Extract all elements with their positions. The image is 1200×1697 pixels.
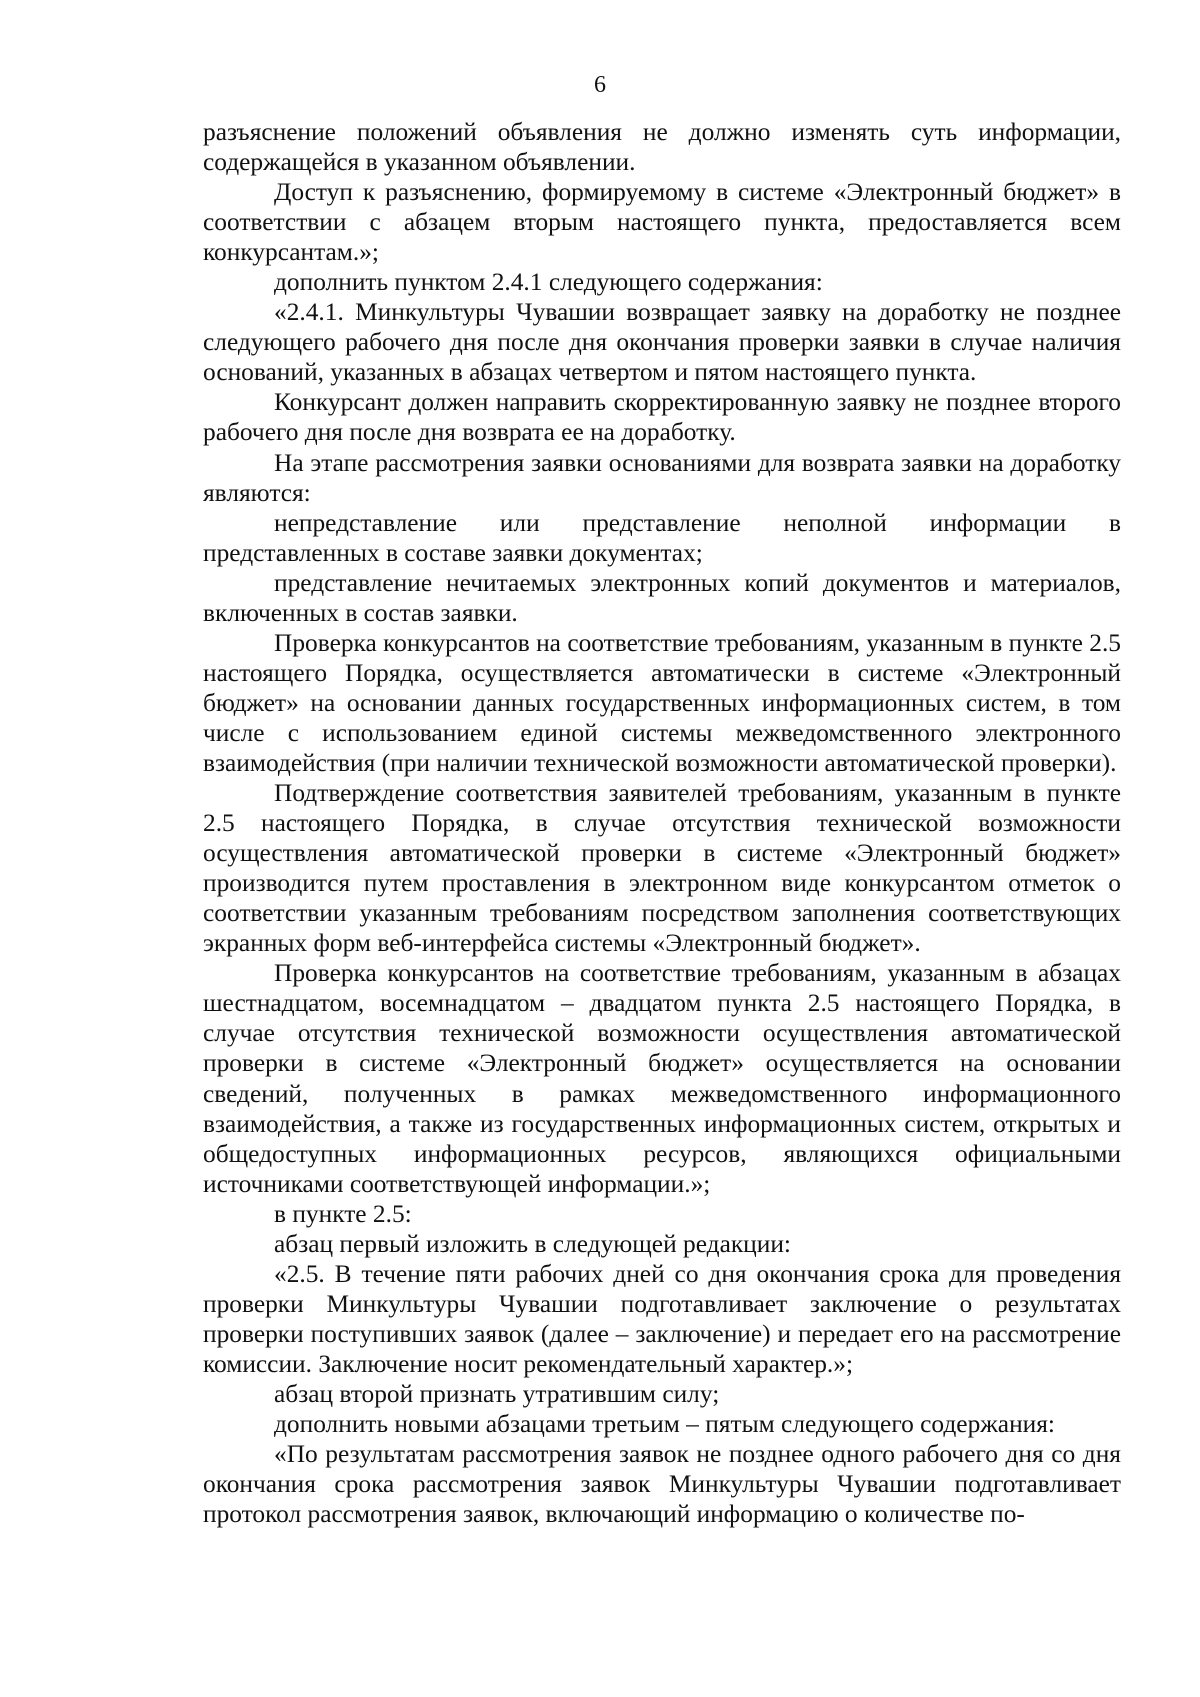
paragraph: разъяснение положений объявления не должно изменять суть информации, содержащейся в указанном объявлении. <box>203 118 1121 177</box>
paragraph: дополнить пунктом 2.4.1 следующего содержания: <box>274 268 823 297</box>
paragraph: Проверка конкурсантов на соответствие требованиям, указанным в абзацах шестнадцатом, восемнадцатом – двадцатом пункта 2.5 настоящего Порядка, в случае отсутствия технической возможности осуществления автоматической проверки в системе «Электронный бюджет» осуществляется на основании сведений, полученных в рамках межведомственного информационного взаимодействия, а также из государственных информационных систем, открытых и общедоступных информационных ресурсов, являющихся официальными источниками соответствующей информации.»; <box>203 959 1121 1198</box>
paragraph: «2.5. В течение пяти рабочих дней со дня окончания срока для проведения проверки Минкультуры Чувашии подготавливает заключение о результатах проверки поступивших заявок (далее – заключение) и передает его на рассмотрение комиссии. Заключение носит рекомендательный характер.»; <box>203 1259 1121 1378</box>
paragraph: Подтверждение соответствия заявителей требованиям, указанным в пункте 2.5 настоящего Порядка, в случае отсутствия технической возможности осуществления автоматической проверки в системе «Электронный бюджет» производится путем проставления в электронном виде конкурсантом отметок о соответствии указанным требованиям посредством заполнения соответствующих экранных форм веб-интерфейса системы «Электронный бюджет». <box>203 779 1121 958</box>
paragraph: На этапе рассмотрения заявки основаниями для возврата заявки на доработку являются: <box>203 448 1121 507</box>
paragraph: непредставление или представление неполной информации в представленных в составе заявки документах; <box>203 508 1121 567</box>
paragraph: абзац второй признать утратившим силу; <box>274 1379 720 1408</box>
paragraph: Доступ к разъяснению, формируемому в системе «Электронный бюджет» в соответствии с абзацем вторым настоящего пункта, предоставляется всем конкурсантам.»; <box>203 178 1121 267</box>
page-number: 6 <box>594 72 606 98</box>
document-body <box>203 117 1121 1529</box>
paragraph: «2.4.1. Минкультуры Чувашии возвращает заявку на доработку не позднее следующего рабочего дня после дня окончания проверки заявки в случае наличия оснований, указанных в абзацах четвертом и пятом настоящего пункта. <box>203 298 1121 387</box>
paragraph: представление нечитаемых электронных копий документов и материалов, включенных в состав заявки. <box>203 568 1121 627</box>
paragraph: Конкурсант должен направить скорректированную заявку не позднее второго рабочего дня после дня возврата ее на доработку. <box>203 388 1121 447</box>
paragraph: абзац первый изложить в следующей редакции: <box>274 1229 791 1258</box>
paragraph: дополнить новыми абзацами третьим – пятым следующего содержания: <box>274 1410 1055 1439</box>
paragraph: Проверка конкурсантов на соответствие требованиям, указанным в пункте 2.5 настоящего Порядка, осуществляется автоматически в системе «Электронный бюджет» на основании данных государственных информационных систем, в том числе с использованием единой системы межведомственного электронного взаимодействия (при наличии технической возможности автоматической проверки). <box>203 628 1121 777</box>
paragraph: «По результатам рассмотрения заявок не позднее одного рабочего дня со дня окончания срока рассмотрения заявок Минкультуры Чувашии подготавливает протокол рассмотрения заявок, включающий информацию о количестве по- <box>203 1440 1121 1529</box>
paragraph: в пункте 2.5: <box>274 1199 412 1228</box>
